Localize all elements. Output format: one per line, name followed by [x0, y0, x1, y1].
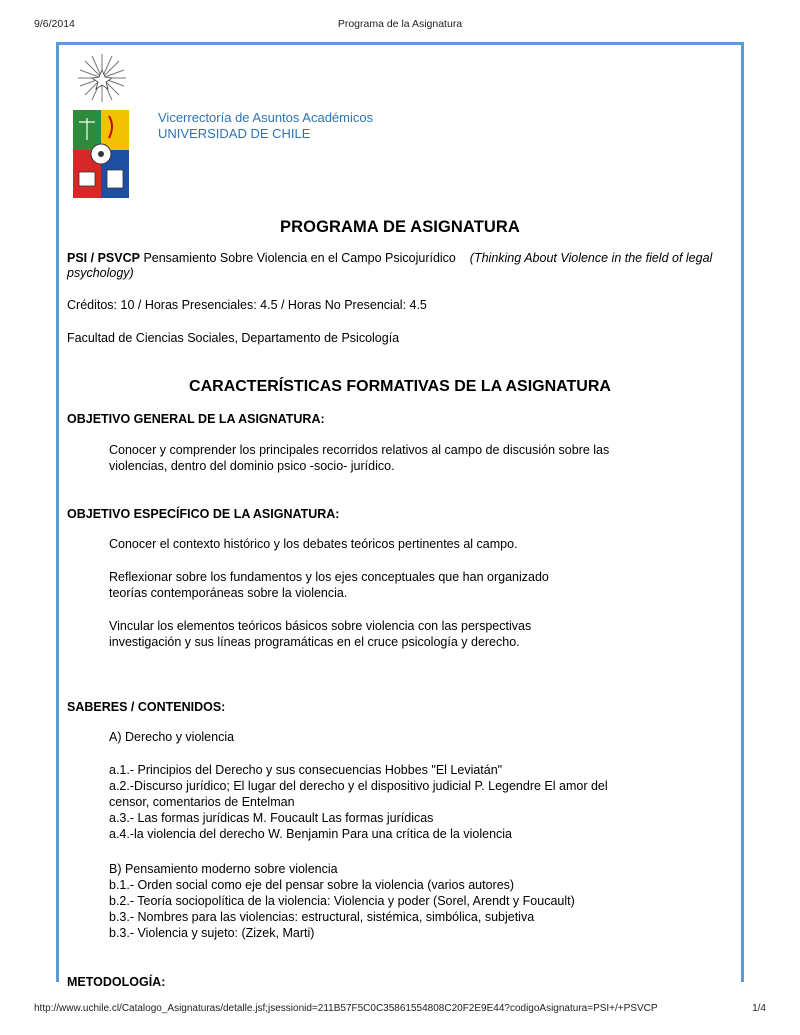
specific-objective-line: teorías contemporáneas sobre la violencia. [109, 586, 348, 600]
list-item: a.2.-Discurso jurídico; El lugar del derecho y el dispositivo judicial P. Legendre El amor del [109, 779, 608, 793]
print-date: 9/6/2014 [34, 18, 75, 30]
program-title: PROGRAMA DE ASIGNATURA [280, 218, 520, 236]
contents-b-title: B) Pensamiento moderno sobre violencia [109, 862, 338, 876]
list-item: b.3.- Nombres para las violencias: estructural, sistémica, simbólica, subjetiva [109, 910, 535, 924]
institution-line-1: Vicerrectoría de Asuntos Académicos [158, 110, 374, 125]
contents-a-list [109, 762, 669, 842]
course-name: Pensamiento Sobre Violencia en el Campo Psicojurídico [143, 251, 456, 265]
methodology-heading: METODOLOGÍA: [67, 975, 166, 989]
general-objective-heading: OBJETIVO GENERAL DE LA ASIGNATURA: [67, 412, 325, 426]
contents-b-list [109, 861, 669, 941]
specific-objective-item [109, 618, 669, 650]
masthead [67, 50, 733, 200]
page-url: http://www.uchile.cl/Catalogo_Asignaturas/detalle.jsf;jsessionid=211B57F5C0C35861554808C20F2E9E44?codigoAsignatura=PSI+/+PSVCP [34, 1003, 658, 1014]
course-name-en: (Thinking About Violence in the field of legal psychology) [67, 251, 713, 280]
contents-heading: SABERES / CONTENIDOS: [67, 700, 226, 714]
specific-objective-line: Vincular los elementos teóricos básicos sobre violencia con las perspectivas [109, 619, 532, 633]
specific-objective-line: Reflexionar sobre los fundamentos y los ejes conceptuales que han organizado [109, 570, 549, 584]
contents-a-title: A) Derecho y violencia [109, 730, 235, 744]
list-item: b.2.- Teoría sociopolítica de la violencia: Violencia y poder (Sorel, Arendt y Foucault) [109, 894, 575, 908]
list-item: censor, comentarios de Entelman [109, 795, 295, 809]
print-header [34, 18, 766, 32]
general-objective-line: violencias, dentro del dominio psico -socio- jurídico. [109, 459, 395, 473]
print-title: Programa de la Asignatura [337, 18, 463, 30]
list-item: a.3.- Las formas jurídicas M. Foucault Las formas jurídicas [109, 811, 434, 825]
list-item: b.1.- Orden social como eje del pensar sobre la violencia (varios autores) [109, 878, 515, 892]
document-content [67, 50, 733, 989]
institution-line-2: UNIVERSIDAD DE CHILE [158, 126, 311, 141]
list-item: b.3.- Violencia y sujeto: (Zizek, Marti) [109, 926, 315, 940]
specific-objective-heading: OBJETIVO ESPECÍFICO DE LA ASIGNATURA: [67, 507, 340, 521]
section-title: CARACTERÍSTICAS FORMATIVAS DE LA ASIGNATURA [189, 378, 611, 395]
list-item: a.1.- Principios del Derecho y sus consecuencias Hobbes "El Leviatán" [109, 763, 503, 777]
general-objective-text [109, 442, 669, 474]
specific-objective-item: Conocer el contexto histórico y los debates teóricos pertinentes al campo. [109, 537, 518, 551]
faculty-line: Facultad de Ciencias Sociales, Departamento de Psicología [67, 331, 400, 345]
credits-line: Créditos: 10 / Horas Presenciales: 4.5 / Horas No Presencial: 4.5 [67, 298, 427, 312]
general-objective-line: Conocer y comprender los principales recorridos relativos al campo de discusión sobre las [109, 443, 610, 457]
specific-objective-line: investigación y sus líneas programáticas en el cruce psicología y derecho. [109, 635, 520, 649]
course-line [67, 251, 731, 281]
course-code: PSI / PSVCP [67, 251, 140, 265]
institution-name [158, 110, 373, 142]
page-number: 1/4 [752, 1003, 766, 1014]
university-crest-icon [69, 50, 135, 200]
list-item: a.4.-la violencia del derecho W. Benjamin Para una crítica de la violencia [109, 827, 512, 841]
specific-objective-item [109, 569, 669, 601]
